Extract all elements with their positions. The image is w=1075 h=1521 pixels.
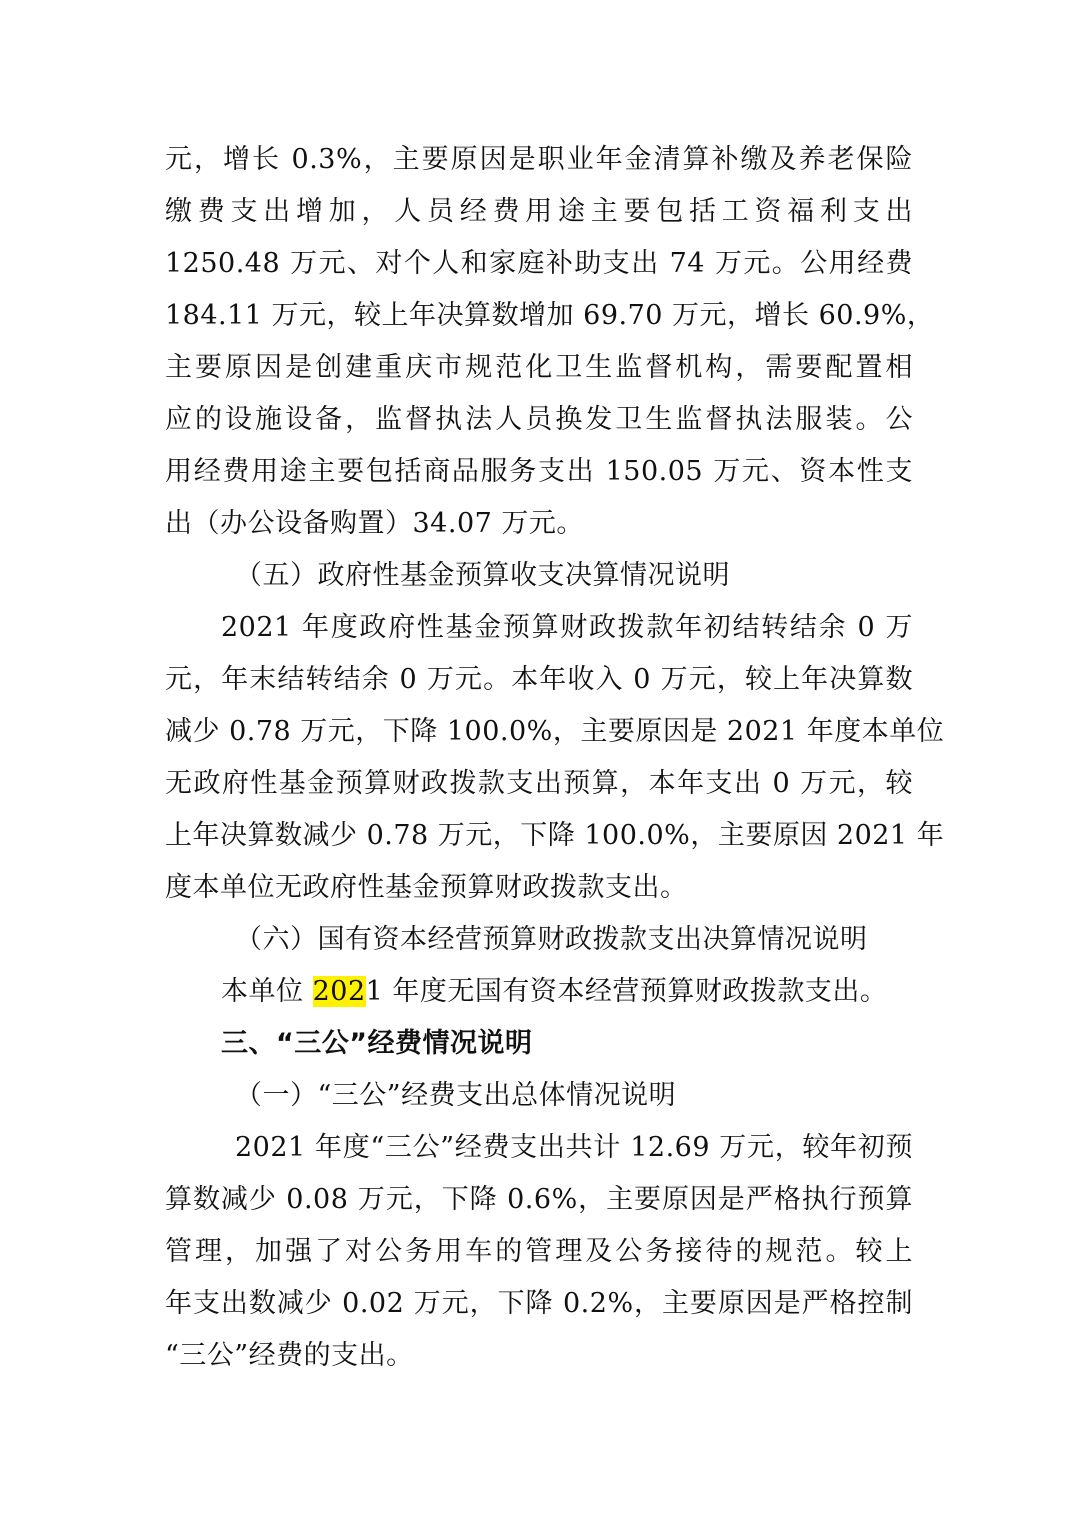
text-line: 184.11 万元，较上年决算数增加 69.70 万元，增长 60.9%， (165, 300, 935, 331)
text-line: 度本单位无政府性基金预算财政拨款支出。 (165, 872, 688, 903)
text-line: 1250.48 万元、对个人和家庭补助支出 74 万元。公用经费 (165, 248, 913, 279)
text-segment: 本单位 (221, 976, 313, 1007)
chapter-heading-3: 三、“三公”经费情况说明 (221, 1028, 533, 1059)
text-line: 用经费用途主要包括商品服务支出 150.05 万元、资本性支 (165, 456, 913, 487)
text-line: 应的设施设备，监督执法人员换发卫生监督执法服装。公 (165, 404, 913, 435)
text-segment: 1 年度无国有资本经营预算财政拨款支出。 (365, 976, 888, 1007)
text-line: 减少 0.78 万元，下降 100.0%，主要原因是 2021 年度本单位 (165, 716, 945, 747)
text-line: 年支出数减少 0.02 万元，下降 0.2%，主要原因是严格控制 (165, 1288, 913, 1319)
text-line: 缴费支出增加，人员经费用途主要包括工资福利支出 (165, 196, 913, 227)
section-heading-1: （一）“三公”经费支出总体情况说明 (235, 1080, 677, 1111)
text-line: 上年决算数减少 0.78 万元，下降 100.0%，主要原因 2021 年 (165, 820, 945, 851)
text-line: “三公”经费的支出。 (165, 1340, 414, 1371)
text-line: 无政府性基金预算财政拨款支出预算，本年支出 0 万元，较 (165, 768, 913, 799)
text-line: 2021 年度政府性基金预算财政拨款年初结转结余 0 万 (221, 612, 913, 643)
text-line: 2021 年度“三公”经费支出共计 12.69 万元，较年初预 (235, 1132, 913, 1163)
highlighted-text-line (165, 966, 913, 1018)
section-heading-5: （五）政府性基金预算收支决算情况说明 (235, 560, 730, 591)
text-line: 管理，加强了对公务用车的管理及公务接待的规范。较上 (165, 1236, 913, 1267)
text-line: 算数减少 0.08 万元，下降 0.6%，主要原因是严格执行预算 (165, 1184, 913, 1215)
text-line: 元，增长 0.3%，主要原因是职业年金清算补缴及养老保险 (165, 144, 913, 175)
section-heading-6: （六）国有资本经营预算财政拨款支出决算情况说明 (235, 924, 868, 955)
highlighted-text: 202 (312, 976, 366, 1007)
text-line: 主要原因是创建重庆市规范化卫生监督机构，需要配置相 (165, 352, 913, 383)
text-line: 出（办公设备购置）34.07 万元。 (165, 508, 584, 539)
text-line: 元，年末结转结余 0 万元。本年收入 0 万元，较上年决算数 (165, 664, 913, 695)
